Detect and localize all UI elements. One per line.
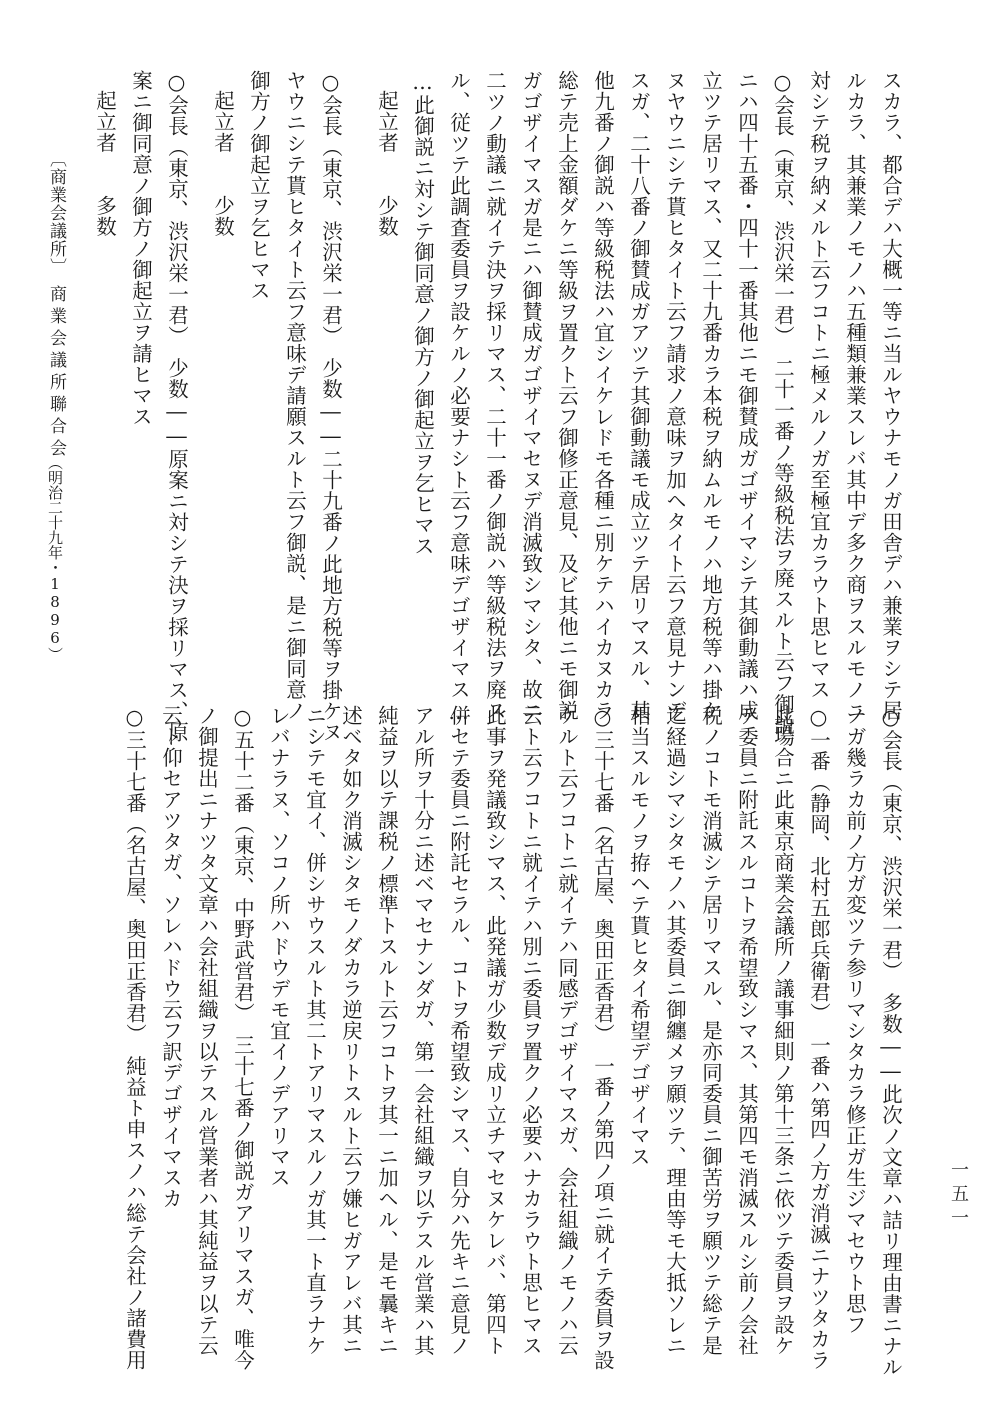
text-column: ○会長（東京、渋沢栄一君） 多数――此次ノ文章ハ詰リ理由書ニナル (878, 705, 903, 1378)
text-column: ケルト云フコトニ就イテハ同感デゴザイマスガ、会社組織ノモノハ云 (554, 705, 579, 1356)
text-column: ルカラ、其兼業ノモノハ五種類兼業スレバ其中デ多ク商ヲスルモノニ (842, 70, 867, 721)
running-header-title: 商業会議所聯合会 (46, 285, 66, 461)
text-column: 迄経過シマシタモノハ其委員ニ御纏メヲ願ツテ、理由等モ大抵ソレニ (662, 705, 687, 1356)
text-column: 此場合ニ此東京商業会議所ノ議事細則ノ第十三条ニ依ツテ委員ヲ設ケ (770, 705, 795, 1356)
text-column: ノ御提出ニナツタ文章ハ会社組織ヲ以テスル営業者ハ其純益ヲ以テ云 (194, 705, 219, 1356)
text-column: 相当スルモノヲ拵ヘテ貰ヒタイ希望デゴザイマス (626, 705, 651, 1167)
text-column: ○会長（東京、渋沢栄一君） 少数――二十九番ノ此地方税等ヲ掛ケヌ (318, 70, 343, 743)
text-column: ニシテモ宜イ、併シサウスルト其二トアリマスルノガ其一ト直ラナケ (302, 705, 327, 1356)
text-column: 二ツノ動議ニ就イテ決ヲ採リマス、二十一番ノ御説ハ等級税法ヲ廃ス (482, 70, 507, 721)
text-column: 併セテ委員ニ附託セラル、コトヲ希望致シマス、自分ハ先キニ意見ノ (446, 705, 471, 1356)
text-column: 案ニ御同意ノ御方ノ御起立ヲ請ヒマス (128, 70, 153, 427)
text-column: 此事ヲ発議致シマス、此発議ガ少数デ成リ立チマセヌケレバ、第四ト (482, 705, 507, 1356)
vote-result-line: 起立者 少数 (210, 90, 235, 237)
text-column: ル、従ツテ此調査委員ヲ設ケルノ必要ナシト云フ意味デゴザイマス… (446, 70, 471, 725)
text-column: 税ノコトモ消滅シテ居リマスル、是亦同委員ニ御苦労ヲ願ツテ総テ是 (698, 705, 723, 1356)
running-header-year: （明治二十九年・1896） (46, 455, 64, 662)
text-column: スガ、二十八番ノ御賛成ガアツテ其御動議モ成立ツテ居リマスル、其 (626, 70, 651, 721)
text-column: ニハ四十五番・四十一番其他ニモ御賛成ガゴザイマシテ其御動議ハ成 (734, 70, 759, 721)
text-column: ○三十七番（名古屋、奥田正香君） 純益ト申スノハ総テ会社ノ諸費用 (122, 705, 147, 1371)
text-column: ○三十七番（名古屋、奥田正香君） 一番ノ第四ノ項ニ就イテ委員ヲ設 (590, 705, 615, 1371)
text-column: ヤウニシテ貰ヒタイト云フ意味デ請願スルト云フ御説、是ニ御同意ノ (282, 70, 307, 721)
text-column: ○会長（東京、渋沢栄一君） 二十一番ノ等級税法ヲ廃スルト云フ御説 (770, 70, 795, 736)
text-column: ○一番（静岡、北村五郎兵衛君） 一番ハ第四ノ方ガ消滅ニナツタカラ (806, 705, 831, 1371)
text-column: 立ツテ居リマス、又二十九番カラ本税ヲ納ムルモノハ地方税等ハ掛ケ (698, 70, 723, 721)
text-column: 純益ヲ以テ課税ノ標準トスルト云フコトヲ其一ニ加ヘル、是モ曩キニ (374, 705, 399, 1356)
text-column: テ委員ニ附託スルコトヲ希望致シマス、其第四モ消滅スルシ前ノ会社 (734, 705, 759, 1356)
text-column: ○五十二番（東京、中野武営君） 三十七番ノ御説ガアリマスガ、唯今 (230, 705, 255, 1371)
text-column: 云ト云フコトニ就イテハ別ニ委員ヲ置クノ必要ハナカラウト思ヒマス (518, 705, 543, 1356)
text-column: ノガ幾ラカ前ノ方ガ変ツテ参リマシタカラ修正ガ生ジマセウト思フ (842, 705, 867, 1335)
text-column: ヌヤウニシテ貰ヒタイト云フ請求ノ意味ヲ加ヘタイト云フ意見ナンデ (662, 70, 687, 721)
text-column: ○会長（東京、渋沢栄一君） 少数――原案ニ対シテ決ヲ採リマス、原 (164, 70, 189, 743)
text-column: 対シテ税ヲ納メルト云フコトニ極メルノガ至極宜カラウト思ヒマス (806, 70, 831, 700)
text-column: ガゴザイマスガ是ニハ御賛成ガゴザイマセヌデ消滅致シマシタ、故ニ (518, 70, 543, 721)
vote-result-line: 起立者 少数 (374, 90, 399, 237)
running-header-section: 〔商業会議所〕 (46, 150, 66, 276)
text-column: レバナラヌ、ソコノ所ハドウデモ宜イノデアリマス (266, 705, 291, 1188)
text-column: 他九番ノ御説ハ等級税法ハ宜シイケレドモ各種ニ別ケテハイカヌカラ (590, 70, 615, 721)
text-column: 述ベタ如ク消滅シタモノダカラ逆戻リトスルト云フ嫌ヒガアレバ其ニ (338, 705, 363, 1356)
text-column: …此御説ニ対シテ御同意ノ御方ノ御起立ヲ乞ヒマス (410, 70, 435, 557)
text-column: 御方ノ御起立ヲ乞ヒマス (246, 70, 271, 301)
text-column: スカラ、都合デハ大概一等ニ当ルヤウナモノガ田舎デハ兼業ヲシテ居 (878, 70, 903, 721)
vote-result-line: 起立者 多数 (92, 90, 117, 237)
text-column: 云ト仰セアツタガ、ソレハドウ云フ訳デゴザイマスカ (158, 705, 183, 1209)
text-column: アル所ヲ十分ニ述ベマセナンダガ、第一会社組織ヲ以テスル営業ハ其 (410, 705, 435, 1356)
text-column: 総テ売上金額ダケニ等級ヲ置クト云フ御修正意見、及ビ其他ニモ御説 (554, 70, 579, 721)
page-number: 一五一 (948, 1160, 969, 1232)
